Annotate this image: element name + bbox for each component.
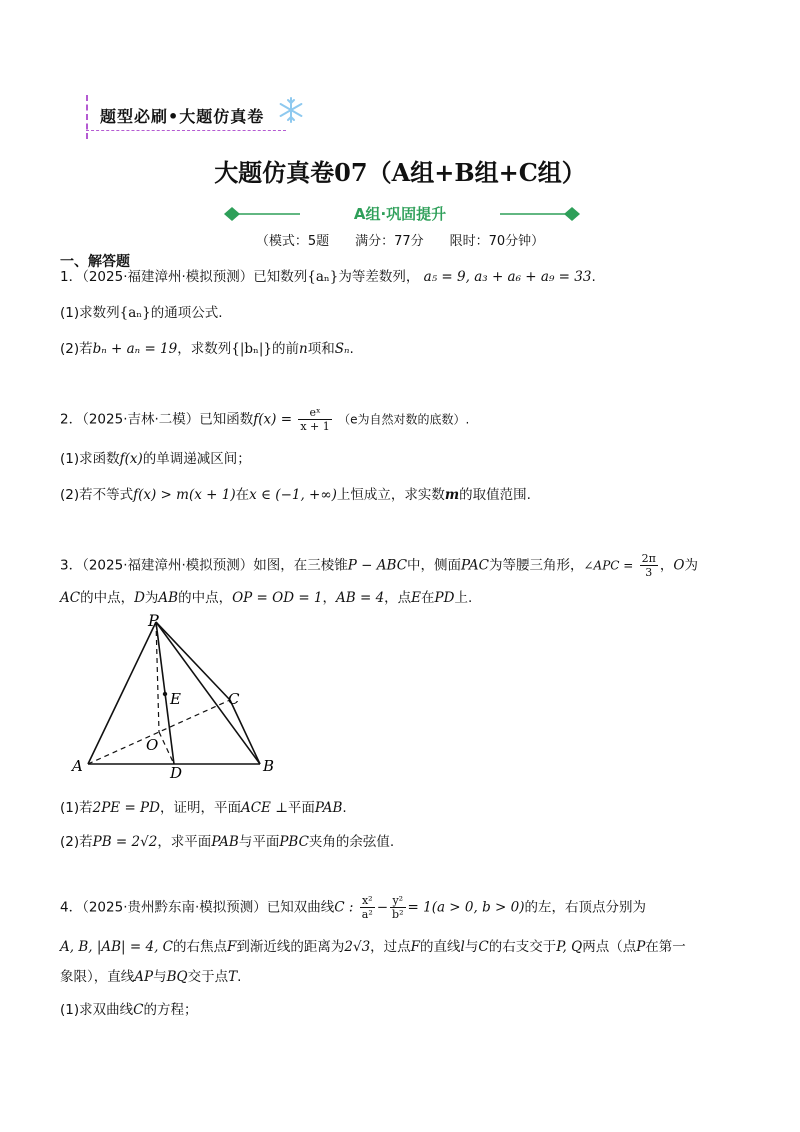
q3-part2: (2)若PB = 2√2，求平面PAB与平面PBC夹角的余弦值.	[60, 834, 395, 850]
label-d: D	[170, 764, 183, 782]
pyramid-figure	[70, 612, 290, 782]
q3-stem: 3．（2025·福建漳州·模拟预测）如图，在三棱锥P − ABC中，侧面PAC为等腰三角形，∠APC = $\frac{2\pi}{3}$ ，O为	[60, 552, 698, 579]
page-title: 大题仿真卷07（A组+B组+C组）	[214, 158, 586, 187]
q4-part1: (1)求双曲线C的方程；	[60, 1002, 198, 1018]
q1-part1: (1)求数列{aₙ}的通项公式.	[60, 305, 223, 321]
q2-part1: (1)求函数f(x)的单调递减区间；	[60, 451, 251, 467]
label-o: O	[146, 736, 159, 754]
exam-info: （模式：5题 满分：77分 限时：70分钟）	[255, 234, 545, 249]
q2-stem: 2．（2025·吉林·二模）已知函数f(x) = $\frac{\text{eˣ}}{x + 1}$ （e为自然对数的底数）.	[60, 406, 470, 433]
q4-y-fraction: $\frac{\text{y²}}{\text{b²}}$	[392, 894, 404, 921]
header-underline	[86, 130, 286, 131]
q2-part2: (2)若不等式f(x) > m(x + 1)在x ∈ (−1, +∞)上恒成立，求实数m的取值范围.	[60, 487, 531, 503]
header-tag: 题型必刷•大题仿真卷	[100, 107, 265, 126]
q3-part1: (1)若2PE = PD，证明，平面ACE ⊥平面PAB.	[60, 800, 347, 816]
q1-stem: 1．（2025·福建漳州·模拟预测）已知数列{aₙ}为等差数列， a₅ = 9, a₃ + a₆ + a₉ = 33.	[60, 269, 596, 285]
q1-part2: (2)若bₙ + aₙ = 19，求数列{|bₙ|}的前n项和Sₙ.	[60, 341, 354, 357]
q3-angle-fraction: $\frac{2\pi}{3}$	[641, 552, 656, 579]
label-p: P	[148, 612, 159, 630]
q4-x-fraction: $\frac{\text{x²}}{\text{a²}}$	[361, 894, 373, 921]
q3-stem-line2: AC的中点，D为AB的中点，OP = OD = 1，AB = 4，点E在PD上.	[60, 590, 473, 606]
section-heading: 一、解答题	[60, 254, 130, 270]
q2-fraction: $\frac{\text{eˣ}}{x + 1}$	[300, 406, 330, 433]
q4-stem: 4．（2025·贵州黔东南·模拟预测）已知双曲线C : $\frac{\text{x²}}{\text{a²}}$ − $\frac{\text{y²}}{\text{b²}}$ = 1(a > 0, b > 0)的左，右顶点分别为	[60, 894, 646, 921]
q4-stem-line2: A, B, |AB| = 4, C的右焦点F到渐近线的距离为2√3，过点F的直线l与C的右支交于P, Q两点（点P在第一	[60, 939, 686, 955]
label-c: C	[228, 690, 240, 708]
header-decoration-line	[86, 95, 88, 139]
q4-stem-line3: 象限），直线AP与BQ交于点T.	[60, 969, 242, 985]
snowflake-icon	[277, 96, 305, 124]
label-a: A	[72, 757, 83, 775]
group-label: A组·巩固提升	[300, 203, 500, 224]
label-b: B	[263, 757, 275, 775]
label-e: E	[170, 690, 181, 708]
